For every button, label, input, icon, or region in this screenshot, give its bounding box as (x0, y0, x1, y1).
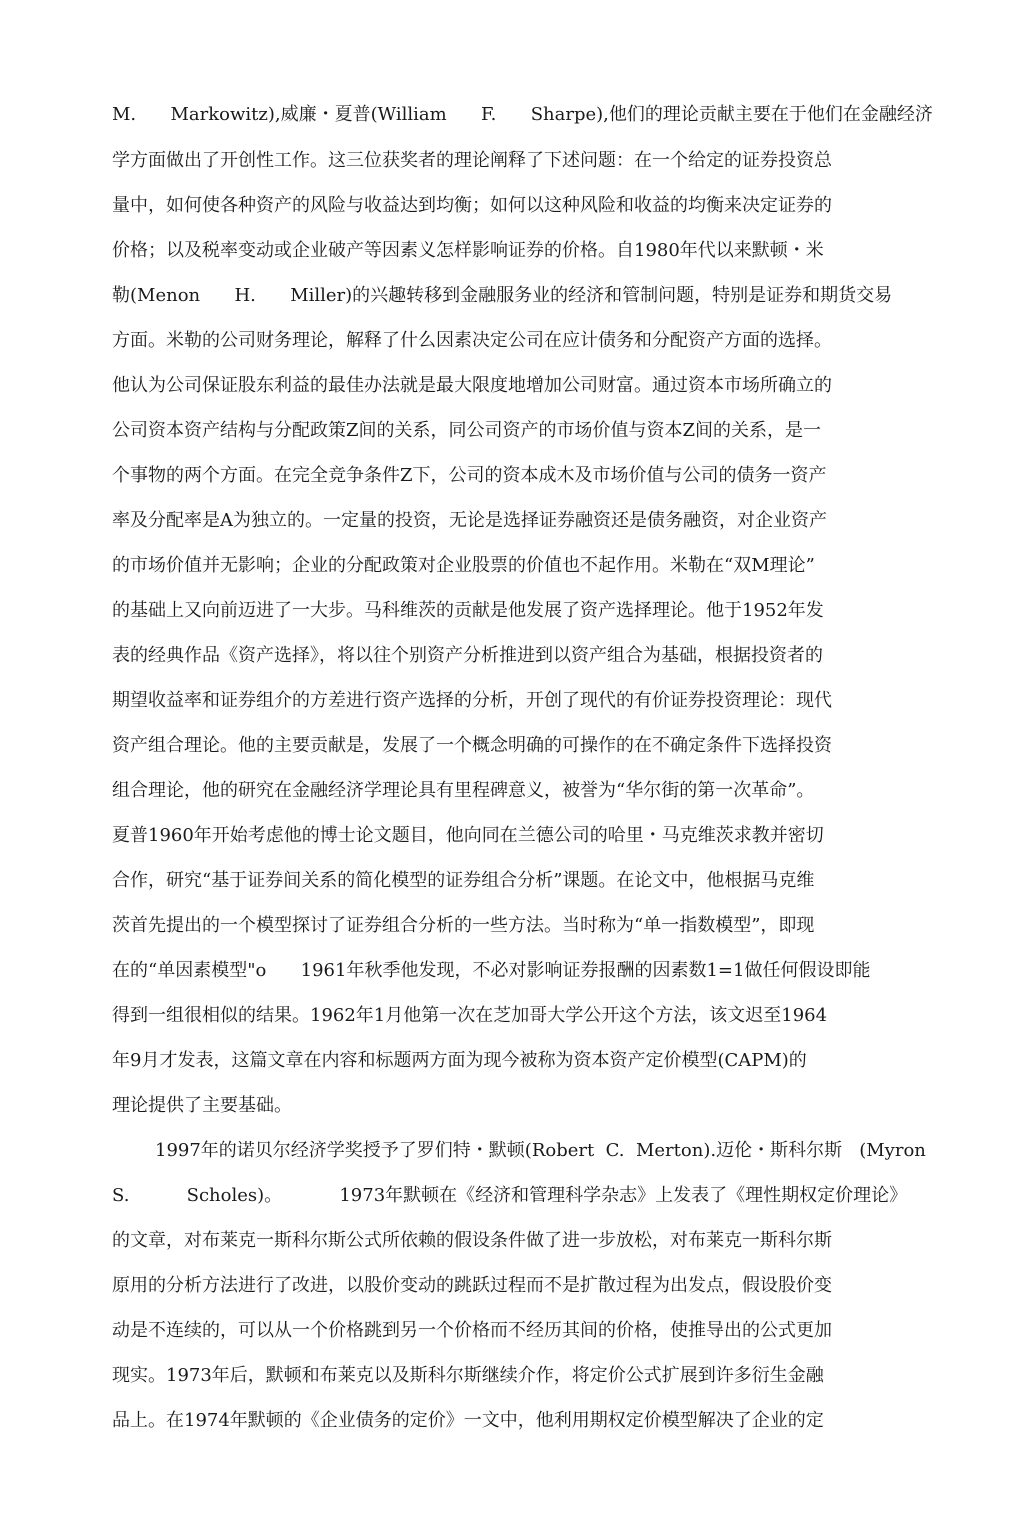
text-line: 合作，研究“基于证券间关系的简化模型的证券组合分析”课题。在论文中，他根据马克维 (112, 870, 815, 891)
text-line: 他认为公司保证股东利益的最佳办法就是最大限度地增加公司财富。通过资本市场所确立的 (112, 375, 832, 396)
text-line: S. Scholes)。 1973年默顿在《经济和管理科学杂志》上发表了《理性期权定价理论》 (112, 1185, 908, 1206)
text-line: 率及分配率是A为独立的。一定量的投资，无论是选择证券融资还是债务融资，对企业资产 (112, 510, 827, 531)
text-line: 的文章，对布莱克一斯科尔斯公式所依赖的假设条件做了进一步放松，对布莱克一斯科尔斯 (112, 1230, 832, 1251)
text-line: 现实。1973年后，默顿和布莱克以及斯科尔斯继续介作，将定价公式扩展到许多衍生金融 (112, 1365, 824, 1386)
text-line: 组合理论，他的研究在金融经济学理论具有里程碑意义，被誉为“华尔街的第一次革命”。 (112, 780, 815, 801)
text-line: 学方面做出了开创性工作。这三位获奖者的理论阐释了下述问题：在一个给定的证券投资总 (112, 150, 832, 171)
text-line: 得到一组很相似的结果。1962年1月他第一次在芝加哥大学公开这个方法，该文迟至1964 (112, 1005, 828, 1026)
text-line: 茨首先提出的一个模型探讨了证券组合分析的一些方法。当时称为“单一指数模型”，即现 (112, 915, 815, 936)
text-line: 的基础上又向前迈进了一大步。马科维茨的贡献是他发展了资产选择理论。他于1952年发 (112, 600, 824, 621)
text-line: 表的经典作品《资产选择》，将以往个别资产分析推进到以资产组合为基础，根据投资者的 (112, 645, 823, 666)
text-line: 价格；以及税率变动或企业破产等因素义怎样影响证券的价格。自1980年代以来默顿・米 (112, 240, 824, 261)
text-line: 公司资本资产结构与分配政策Z间的关系，同公司资产的市场价值与资本Z间的关系，是一 (112, 420, 822, 441)
text-line: 方面。米勒的公司财务理论，解释了什么因素决定公司在应计债务和分配资产方面的选择。 (112, 330, 832, 351)
text-line: 品上。在1974年默顿的《企业债务的定价》一文中，他利用期权定价模型解决了企业的定 (112, 1410, 824, 1431)
text-line: 期望收益率和证券组介的方差进行资产选择的分析，开创了现代的有价证券投资理论：现代 (112, 690, 832, 711)
text-line: 夏普1960年开始考虑他的博士论文题目，他向同在兰德公司的哈里・马克维茨求教并密切 (112, 825, 824, 846)
text-line: 动是不连续的，可以从一个价格跳到另一个价格而不经历其间的价格，使推导出的公式更加 (112, 1320, 832, 1341)
text-line: 资产组合理论。他的主要贡献是，发展了一个概念明确的可操作的在不确定条件下选择投资 (112, 735, 832, 756)
text-line: 年9月才发表，这篇文章在内容和标题两方面为现今被称为资本资产定价模型(CAPM)的 (112, 1050, 807, 1071)
text-line: 的市场价值并无影响；企业的分配政策对企业股票的价值也不起作用。米勒在“双M理论” (112, 555, 815, 576)
text-line: 理论提供了主要基础。 (112, 1095, 292, 1116)
text-line: 个事物的两个方面。在完全竞争条件Z下，公司的资本成木及市场价值与公司的债务一资产 (112, 465, 827, 486)
text-line: M. Markowitz),威廉・夏普(William F. Sharpe),他们的理论贡献主要在于他们在金融经济 (112, 104, 933, 125)
paragraph-first-line: 1997年的诺贝尔经济学奖授予了罗们特・默顿(Robert C. Merton).迈伦・斯科尔斯 (Myron (155, 1140, 926, 1161)
text-line: 量中，如何使各种资产的风险与收益达到均衡；如何以这种风险和收益的均衡来决定证券的 (112, 195, 832, 216)
text-line: 在的“单因素模型"o 1961年秋季他发现，不必对影响证券报酬的因素数1=1做任何假设即能 (112, 960, 871, 981)
text-line: 原用的分析方法进行了改进，以股价变动的跳跃过程而不是扩散过程为出发点，假设股价变 (112, 1275, 832, 1296)
text-line: 勒(Menon H. Miller)的兴趣转移到金融服务业的经济和管制问题，特别是证券和期货交易 (112, 285, 893, 306)
